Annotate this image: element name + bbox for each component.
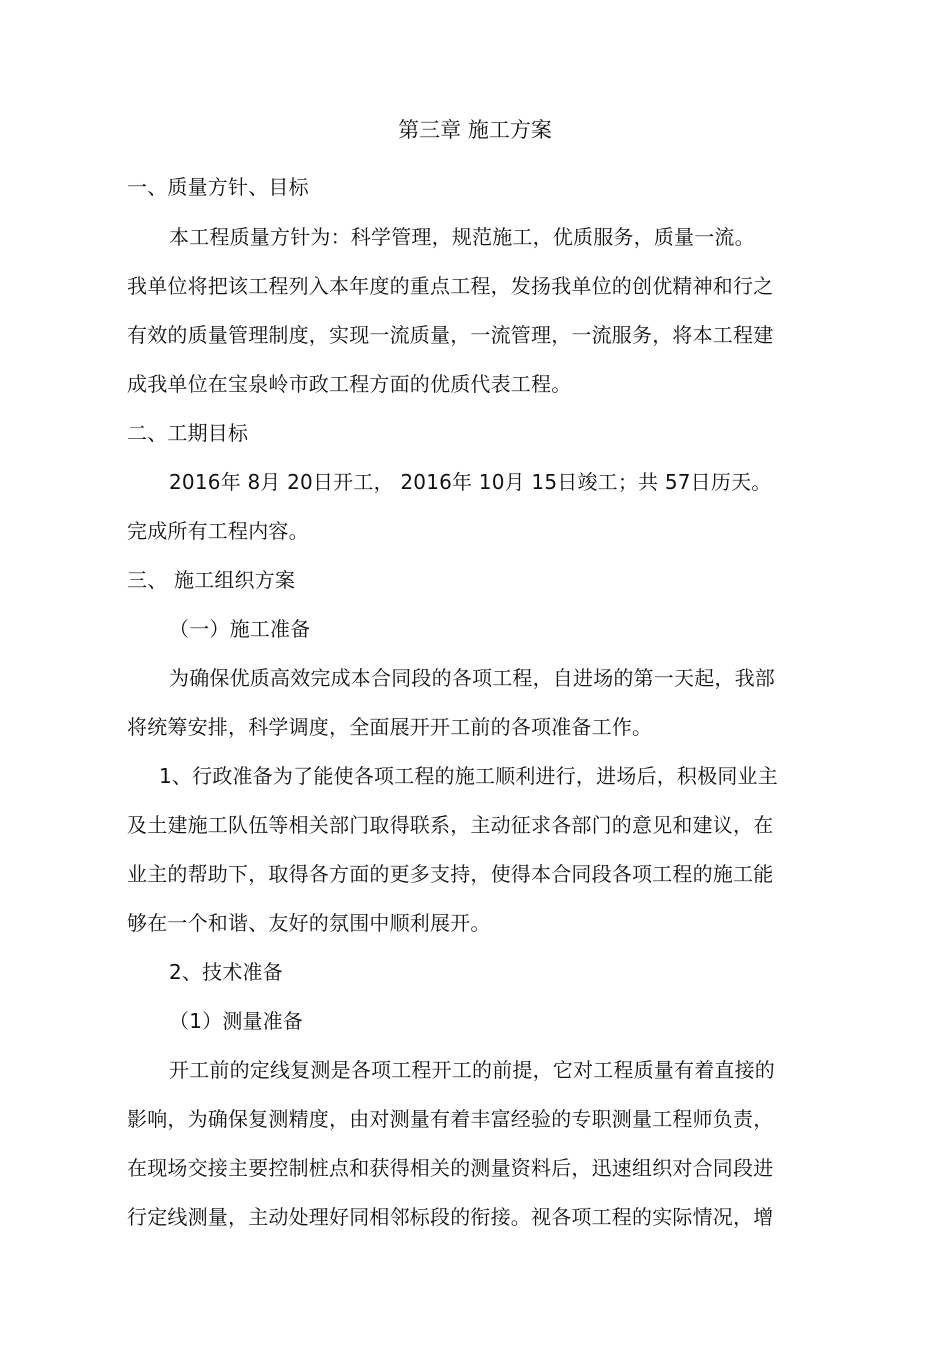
paragraph-line: 在现场交接主要控制桩点和获得相关的测量资料后，迅速组织对合同段进 xyxy=(127,1156,774,1180)
paragraph-line: 业主的帮助下，取得各方面的更多支持，使得本合同段各项工程的施工能 xyxy=(127,862,774,886)
section-heading-schedule: 二、工期目标 xyxy=(127,421,249,445)
paragraph-line: 为确保优质高效完成本合同段的各项工程，自进场的第一天起，我部 xyxy=(169,666,775,690)
section-heading-organization: 三、 施工组织方案 xyxy=(127,568,296,592)
subsection-heading-technical: 2、技术准备 xyxy=(169,960,283,984)
subsection-heading-survey: （1）测量准备 xyxy=(169,1009,304,1033)
subsection-heading-preparation: （一）施工准备 xyxy=(169,617,311,641)
paragraph-line: 完成所有工程内容。 xyxy=(127,519,309,543)
paragraph-line: 及土建施工队伍等相关部门取得联系，主动征求各部门的意见和建议，在 xyxy=(127,813,774,837)
paragraph-line: 够在一个和谐、友好的氛围中顺利展开。 xyxy=(127,911,491,935)
section-heading-quality: 一、质量方针、目标 xyxy=(127,175,309,199)
chapter-title: 第三章 施工方案 xyxy=(398,118,552,142)
paragraph-line: 开工前的定线复测是各项工程开工的前提，它对工程质量有着直接的 xyxy=(169,1058,775,1082)
paragraph-line: 行定线测量，主动处理好同相邻标段的衔接。视各项工程的实际情况，增 xyxy=(127,1205,774,1229)
paragraph-line: 将统筹安排，科学调度，全面展开开工前的各项准备工作。 xyxy=(127,715,653,739)
paragraph-line: 本工程质量方针为：科学管理，规范施工，优质服务，质量一流。 xyxy=(169,225,755,249)
paragraph-line: 我单位将把该工程列入本年度的重点工程，发扬我单位的创优精神和行之 xyxy=(127,274,774,298)
paragraph-line: 2016年 8月 20日开工， 2016年 10月 15日竣工；共 57日历天。 xyxy=(169,470,772,494)
paragraph-line: 1、行政准备为了能使各项工程的施工顺利进行，进场后，积极同业主 xyxy=(159,764,778,788)
paragraph-line: 成我单位在宝泉岭市政工程方面的优质代表工程。 xyxy=(127,372,572,396)
paragraph-line: 有效的质量管理制度，实现一流质量，一流管理，一流服务，将本工程建 xyxy=(127,323,774,347)
paragraph-line: 影响，为确保复测精度，由对测量有着丰富经验的专职测量工程师负责， xyxy=(127,1107,774,1131)
